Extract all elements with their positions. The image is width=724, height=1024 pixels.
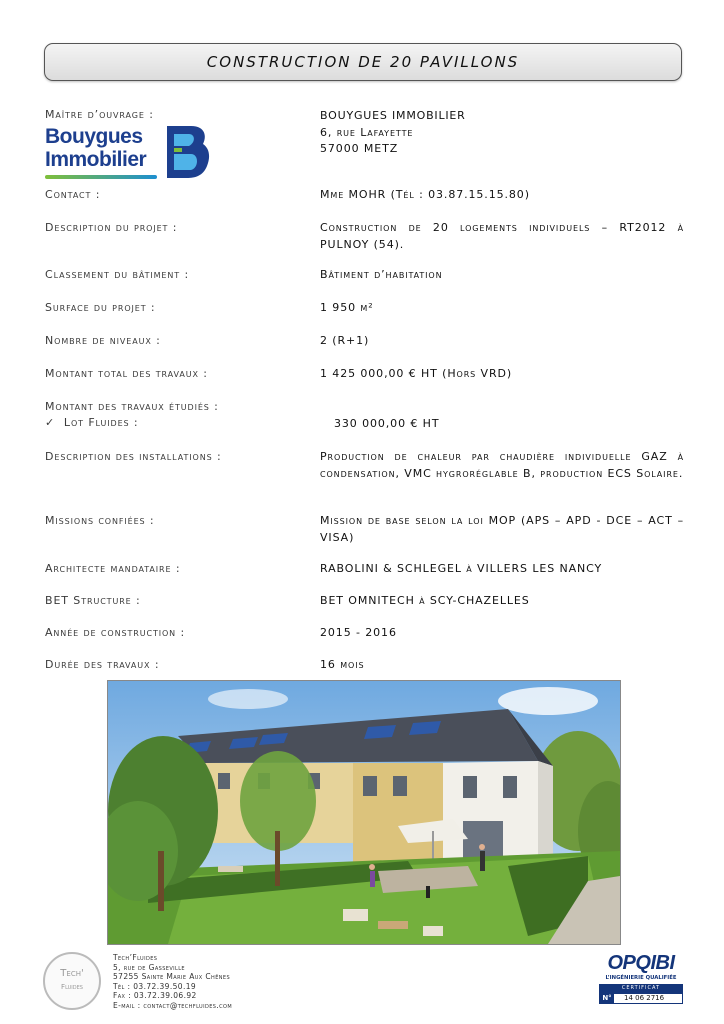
architecte-value: RABOLINI & SCHLEGEL à VILLERS LES NANCY [320,562,603,575]
opqibi-certification-badge [599,952,683,1006]
montant-total-label: Montant total des travaux : [45,367,208,380]
opqibi-number: 14 06 2716 [624,994,665,1002]
niveaux-value: 2 (R+1) [320,334,370,347]
bouygues-logo [45,122,210,182]
project-rendering-image [107,680,621,945]
logo-swoosh [45,175,157,179]
footer-address-block [113,953,232,1011]
classement-label: Classement du bâtiment : [45,268,190,281]
duree-label: Durée des travaux : [45,658,160,671]
contact-label: Contact : [45,188,101,201]
duree-value: 16 mois [320,658,365,671]
footer-fax: Fax : 03.72.39.06.92 [113,991,197,1001]
surface-label: Surface du projet : [45,301,156,314]
montant-total-value: 1 425 000,00 € HT (Hors VRD) [320,367,513,380]
architecte-label: Architecte mandataire : [45,562,181,575]
owner-address-street: 6, rue Lafayette [320,126,414,139]
page-title: CONSTRUCTION DE 20 PAVILLONS [206,53,520,71]
bet-label: BET Structure : [45,594,141,607]
checkmark-icon: ✓ [45,416,56,429]
opqibi-name: OPQIBI [607,952,675,974]
opqibi-n-label: N° [600,994,614,1003]
logo-word-bouygues: Bouygues [45,125,143,148]
opqibi-certificat-label: CERTIFICAT [599,984,683,993]
logo-b-mark-icon [165,124,211,180]
installations-value: Production de chaleur par chaudière individuelle GAZ à condensation, VMC hygroréglable B, production ECS Solaire. [320,450,684,480]
title-banner [44,43,682,81]
techfluides-logo [43,952,101,1010]
annee-label: Année de construction : [45,626,186,639]
logo-word-immobilier: Immobilier [45,148,147,171]
montant-etudies-label: Montant des travaux étudiés : [45,400,219,413]
lot-fluides-label: Lot Fluides : [63,416,139,429]
footer-email[interactable]: E-mail : contact@techfluides.com [113,1000,233,1010]
footer-company: Tech’Fluides [113,953,158,962]
opqibi-number-box [599,993,683,1004]
opqibi-tagline: L’INGÉNIERIE QUALIFIÉE [605,975,677,981]
tf-logo-line1: Tech' [60,968,84,979]
description-label: Description du projet : [45,221,178,234]
bet-value: BET OMNITECH à SCY-CHAZELLES [320,594,530,607]
description-value: Construction de 20 logements individuels – RT2012 à PULNOY (54). [320,221,684,251]
contact-value: Mme MOHR (Tél : 03.87.15.15.80) [320,188,530,201]
owner-label: Maître d’ouvrage : [45,108,154,121]
installations-label: Description des installations : [45,450,222,463]
annee-value: 2015 - 2016 [320,626,397,639]
footer-street: 5, rue de Gasseville [113,962,185,972]
lot-fluides-value: 330 000,00 € HT [334,417,440,430]
owner-address-city: 57000 METZ [320,142,399,155]
niveaux-label: Nombre de niveaux : [45,334,161,347]
owner-name: BOUYGUES IMMOBILIER [320,109,466,122]
footer-city: 57255 Sainte Marie Aux Chênes [113,972,231,982]
footer-tel: Tél : 03.72.39.50.19 [113,981,197,991]
surface-value: 1 950 m² [320,301,374,314]
lot-fluides-row [45,416,139,429]
missions-value: Mission de base selon la loi MOP (APS – APD - DCE – ACT – VISA) [320,514,684,544]
tf-logo-line2: Fluides [61,983,83,991]
missions-label: Missions confiées : [45,514,155,527]
classement-value: Bâtiment d’habitation [320,268,443,281]
